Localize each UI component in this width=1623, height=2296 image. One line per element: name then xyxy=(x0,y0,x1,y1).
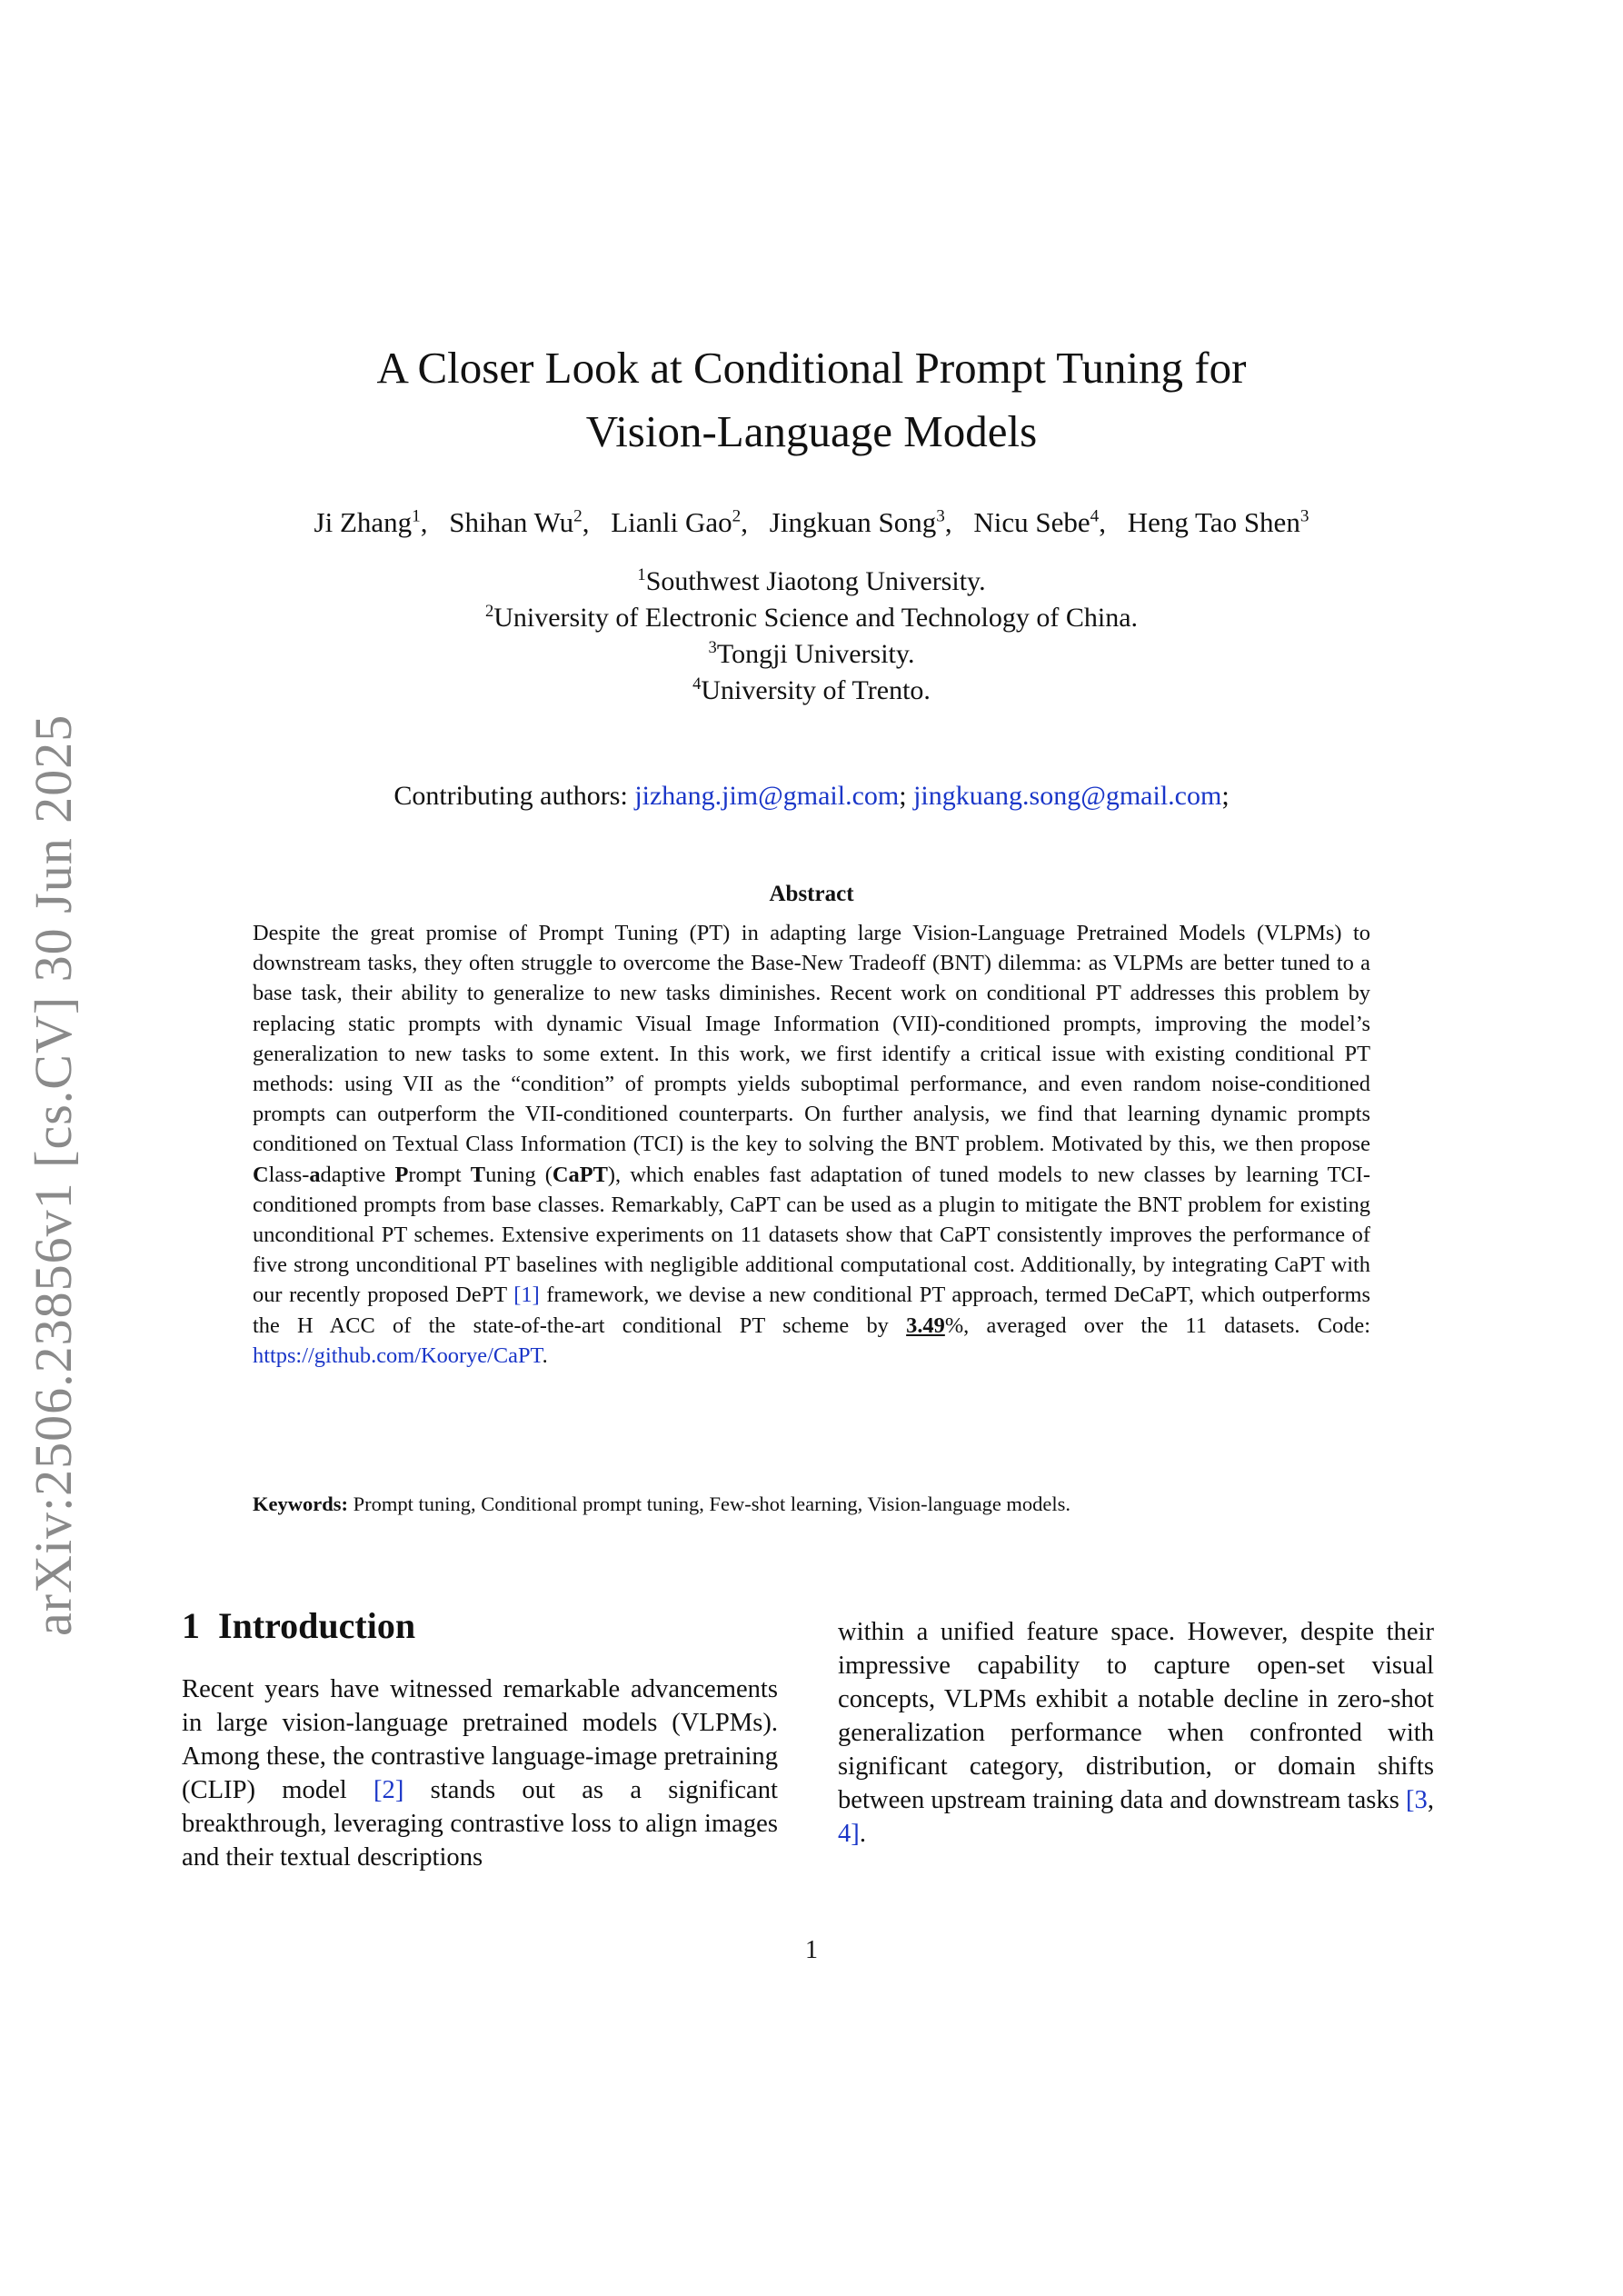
citation-sep: , xyxy=(1427,1786,1434,1814)
affil-text: Southwest Jiaotong University. xyxy=(645,566,986,596)
affil-mark: 3 xyxy=(708,638,717,657)
keywords xyxy=(253,1491,1370,1518)
arxiv-stamp: arXiv:2506.23856v1 [cs.CV] 30 Jun 2025 xyxy=(24,714,83,1636)
author-name: Ji Zhang xyxy=(314,506,413,538)
citation-link[interactable]: [1] xyxy=(513,1283,540,1308)
abstract-text: rompt xyxy=(408,1162,471,1187)
author xyxy=(1128,506,1309,538)
body-text: stands out as a significant breakthrough, leveraging contrastive loss to align images and their textual descriptions xyxy=(182,1776,778,1872)
abstract-text: daptive xyxy=(320,1162,395,1187)
section-heading xyxy=(182,1604,415,1647)
author-list xyxy=(136,504,1487,541)
abstract-text: . xyxy=(542,1343,548,1368)
author-name: Jingkuan Song xyxy=(769,506,937,538)
section-number: 1 xyxy=(182,1605,200,1646)
acronym-letter: a xyxy=(309,1162,321,1187)
author-name: Heng Tao Shen xyxy=(1127,506,1300,538)
author: Lianli Gao$^2$, xyxy=(611,506,749,538)
citation-link[interactable]: [2] xyxy=(373,1776,404,1804)
contrib-sep: ; xyxy=(899,781,914,811)
abstract-text: framework, we devise a new conditional PT approach, termed DeCaPT, which outperforms the H ACC of the state-of-the-art conditional PT scheme by xyxy=(253,1283,1370,1338)
author: Nicu Sebe$^4$, xyxy=(973,506,1106,538)
intro-column-right xyxy=(838,1615,1434,1851)
affil-text: Tongji University. xyxy=(716,639,915,669)
abstract-text: lass- xyxy=(268,1162,310,1187)
email-link-2[interactable]: jingkuang.song@gmail.com xyxy=(913,781,1222,811)
title-line-2: Vision-Language Models xyxy=(585,406,1038,456)
title-line-1: A Closer Look at Conditional Prompt Tuning for xyxy=(376,343,1247,393)
body-text: within a unified feature space. However, despite their impressive capability to capture open-set visual concepts, VLPMs exhibit a notable decline in zero-shot generalization performance when confronted with significant category, distribution, or domain shifts between upstream training data and downstream tasks xyxy=(838,1618,1434,1814)
acronym-letter: C xyxy=(253,1162,269,1187)
author: Shihan Wu$^2$, xyxy=(449,506,590,538)
author-affil-mark: 3 xyxy=(936,506,945,526)
affil-text: University of Electronic Science and Technology of China. xyxy=(493,603,1139,633)
acronym-letter: P xyxy=(394,1162,409,1187)
abstract-text: ), which enables fast adaptation of tuned models to new classes by learning TCI-conditioned prompts from base classes. Remarkably, CaPT can be used as a plugin to mitigate the BNT problem for existing unconditional PT schemes. Extensive experiments on 11 datasets show that CaPT consistently improves the performance of five strong unconditional PT baselines with negligible additional computational cost. Additionally, by integrating CaPT with our recently proposed DePT xyxy=(253,1162,1371,1308)
abstract-text: %, averaged over the 11 datasets. Code: xyxy=(944,1313,1371,1338)
acronym-letter: T xyxy=(470,1162,486,1187)
body-text: Recent years have witnessed remarkable advancements in large vision-language pretrained models (VLPMs). Among these, the contrastive language-image pretraining (CLIP) model xyxy=(182,1675,778,1804)
author-affil-mark: 3 xyxy=(1299,506,1309,526)
intro-column-left xyxy=(182,1672,778,1874)
author-affil-mark: 2 xyxy=(732,506,742,526)
paper-title xyxy=(227,336,1396,464)
author: Jingkuan Song$^3$, xyxy=(769,506,952,538)
contrib-label: Contributing authors: xyxy=(393,781,635,811)
abstract-text: Despite the great promise of Prompt Tuning (PT) in adapting large Vision-Language Pretrained Models (VLPMs) to downstream tasks, they often struggle to overcome the Base-New Tradeoff (BNT) dilemma: as VLPMs are better tuned to a base task, their ability to generalize to new tasks diminishes. Recent work on conditional PT addresses this problem by replacing static prompts with dynamic Visual Image Information (VII)-conditioned prompts, improving the model’s generalization to new tasks to some extent. In this work, we first identify a critical issue with existing conditional PT methods: using VII as the “condition” of prompts yields suboptimal performance, and even random noise-conditioned prompts can outperform the VII-conditioned counterparts. On further analysis, we find that learning dynamic prompts conditioned on Textual Class Information (TCI) is the key to solving the BNT problem. Motivated by this, we then propose xyxy=(253,921,1370,1157)
affil-mark: 1 xyxy=(637,565,646,584)
author-name: Lianli Gao xyxy=(611,506,732,538)
author-name: Shihan Wu xyxy=(449,506,574,538)
affiliation xyxy=(227,636,1396,673)
body-text: . xyxy=(859,1820,866,1848)
author: Ji Zhang$^1$, xyxy=(314,506,428,538)
page-number: 1 xyxy=(805,1936,818,1964)
affiliation-list xyxy=(227,564,1396,709)
abstract-heading: Abstract xyxy=(769,882,854,906)
abstract-body xyxy=(253,918,1370,1371)
affiliation xyxy=(227,564,1396,600)
author-name: Nicu Sebe xyxy=(973,506,1090,538)
method-name: CaPT xyxy=(552,1162,608,1187)
author-affil-mark: 1 xyxy=(412,506,421,526)
affiliation xyxy=(227,673,1396,709)
abstract-text: uning ( xyxy=(485,1162,553,1187)
citation-link[interactable]: [3 xyxy=(1406,1786,1428,1814)
citation-link[interactable]: 4] xyxy=(838,1820,860,1848)
affil-mark: 2 xyxy=(484,602,494,621)
contributing-authors xyxy=(136,778,1487,814)
email-link-1[interactable]: jizhang.jim@gmail.com xyxy=(634,781,900,811)
highlight-value: 3.49 xyxy=(906,1313,945,1338)
author-affil-mark: 2 xyxy=(573,506,582,526)
contrib-end: ; xyxy=(1221,781,1230,811)
author-affil-mark: 4 xyxy=(1090,506,1100,526)
affil-mark: 4 xyxy=(692,674,702,694)
affil-text: University of Trento. xyxy=(701,675,931,705)
keywords-label: Keywords: xyxy=(253,1492,348,1515)
code-link[interactable]: https://github.com/Koorye/CaPT xyxy=(253,1343,543,1368)
keywords-text: Prompt tuning, Conditional prompt tuning, Few-shot learning, Vision-language models. xyxy=(348,1492,1071,1515)
section-title: Introduction xyxy=(218,1605,416,1646)
affiliation xyxy=(227,600,1396,636)
